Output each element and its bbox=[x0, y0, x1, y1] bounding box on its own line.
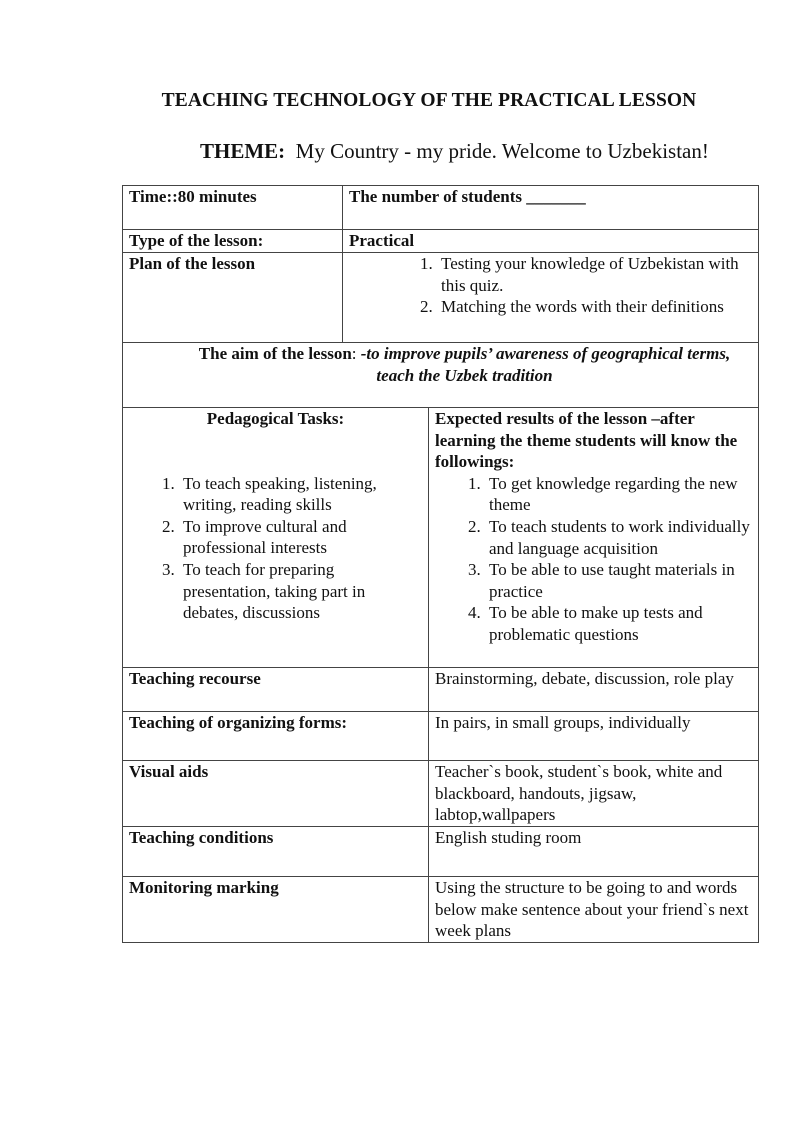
table-row bbox=[123, 827, 759, 877]
tasks-heading: Pedagogical Tasks: bbox=[206, 409, 345, 428]
list-item: 3. To be able to use taught materials in practice bbox=[485, 559, 752, 602]
row-label: Teaching conditions bbox=[123, 827, 429, 877]
table-row bbox=[123, 186, 759, 230]
list-item: 2. Matching the words with their definitions bbox=[437, 296, 752, 318]
table-row bbox=[123, 343, 759, 408]
list-item: 1. To get knowledge regarding the new theme bbox=[485, 473, 752, 516]
list-item: 1. Testing your knowledge of Uzbekistan with this quiz. bbox=[437, 253, 752, 296]
aim-cell bbox=[123, 343, 759, 408]
row-value: English studing room bbox=[429, 827, 759, 877]
row-label: Monitoring marking bbox=[123, 877, 429, 943]
aim-text: -to improve pupils’ awareness of geographical terms, teach the Uzbek tradition bbox=[360, 344, 731, 385]
aim-separator: : bbox=[351, 344, 361, 363]
results-heading: Expected results of the lesson –after learning the theme students will know the followings: bbox=[435, 409, 738, 472]
tasks-list bbox=[129, 473, 422, 624]
table-row bbox=[123, 408, 759, 668]
row-label: Teaching recourse bbox=[123, 668, 429, 712]
table-row bbox=[123, 253, 759, 343]
list-item: 2. To improve cultural and professional interests bbox=[179, 516, 422, 559]
aim-label: The aim of the lesson bbox=[198, 344, 352, 363]
table-row bbox=[123, 712, 759, 761]
row-label: Teaching of organizing forms: bbox=[123, 712, 429, 761]
row-label: Visual aids bbox=[123, 761, 429, 827]
theme-line bbox=[200, 141, 709, 163]
list-item: 2. To teach students to work individually and language acquisition bbox=[485, 516, 752, 559]
list-item: 4. To be able to make up tests and problematic questions bbox=[485, 602, 752, 645]
results-list bbox=[435, 473, 752, 646]
plan-items-cell bbox=[343, 253, 759, 343]
table-row bbox=[123, 877, 759, 943]
document-title: TEACHING TECHNOLOGY OF THE PRACTICAL LESSON bbox=[161, 90, 697, 111]
table-row bbox=[123, 230, 759, 253]
theme-text: My Country - my pride. Welcome to Uzbekistan! bbox=[295, 139, 709, 163]
theme-label: THEME: bbox=[200, 139, 286, 163]
type-value-cell: Practical bbox=[343, 230, 759, 253]
table-row bbox=[123, 668, 759, 712]
results-cell bbox=[429, 408, 759, 668]
list-item: 1. To teach speaking, listening, writing, reading skills bbox=[179, 473, 422, 516]
row-value: In pairs, in small groups, individually bbox=[429, 712, 759, 761]
plan-label-cell: Plan of the lesson bbox=[123, 253, 343, 343]
lesson-plan-table bbox=[122, 185, 759, 943]
type-label-cell: Type of the lesson: bbox=[123, 230, 343, 253]
row-value: Brainstorming, debate, discussion, role play bbox=[429, 668, 759, 712]
time-cell: Time::80 minutes bbox=[123, 186, 343, 230]
students-cell: The number of students _______ bbox=[343, 186, 759, 230]
table-row bbox=[123, 761, 759, 827]
tasks-cell bbox=[123, 408, 429, 668]
list-item: 3. To teach for preparing presentation, taking part in debates, discussions bbox=[179, 559, 422, 624]
row-value: Using the structure to be going to and words below make sentence about your friend`s next week plans bbox=[429, 877, 759, 943]
plan-list bbox=[349, 253, 752, 318]
row-value: Teacher`s book, student`s book, white and blackboard, handouts, jigsaw, labtop,wallpapers bbox=[429, 761, 759, 827]
